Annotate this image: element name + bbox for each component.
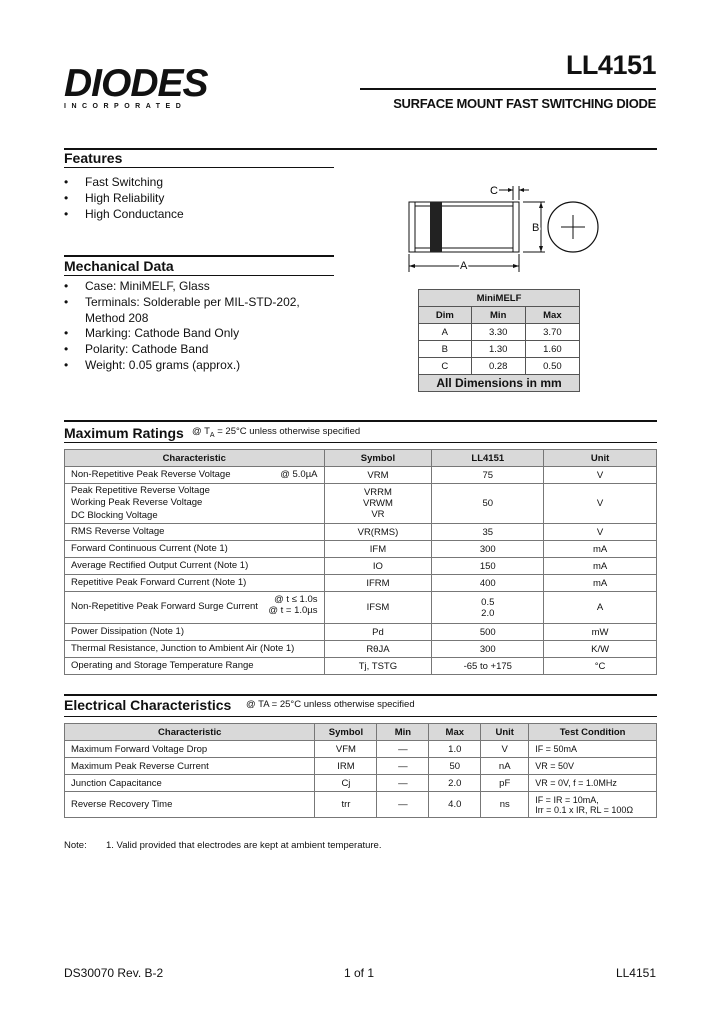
list-item: • Polarity: Cathode Band xyxy=(64,342,334,358)
table-cell: VR = 50V xyxy=(529,758,657,775)
characteristic-condition: @ 5.0µA xyxy=(280,469,318,480)
dimensions-title: MiniMELF xyxy=(419,290,580,307)
table-cell: IFM xyxy=(324,541,432,558)
column-header: Symbol xyxy=(324,450,432,467)
minimelf-package-diagram xyxy=(395,170,615,280)
table-cell: °C xyxy=(544,658,657,675)
table-cell: V xyxy=(481,741,529,758)
note-text: 1. Valid provided that electrodes are kept at ambient temperature. xyxy=(106,840,382,851)
column-header: Dim xyxy=(419,307,472,324)
table-cell: 3.70 xyxy=(525,324,579,341)
table-row xyxy=(65,624,657,641)
table-cell xyxy=(65,592,325,624)
note xyxy=(64,840,381,851)
table-row xyxy=(65,575,657,592)
table-cell: pF xyxy=(481,775,529,792)
table-cell: 0.28 xyxy=(471,358,525,375)
table-cell: 300 xyxy=(432,541,544,558)
table-cell: mA xyxy=(544,541,657,558)
table-cell: 400 xyxy=(432,575,544,592)
column-header: Min xyxy=(471,307,525,324)
logo-text: DIODES xyxy=(64,62,208,105)
table-cell: RθJA xyxy=(324,641,432,658)
dim-label-b: B xyxy=(532,222,540,234)
table-cell: VR = 0V, f = 1.0MHz xyxy=(529,775,657,792)
column-header: Symbol xyxy=(315,724,377,741)
table-row xyxy=(419,341,580,358)
table-cell: VFM xyxy=(315,741,377,758)
table-row xyxy=(419,324,580,341)
electrical-bottom-rule xyxy=(64,716,657,717)
table-cell: — xyxy=(377,758,429,775)
table-cell: V xyxy=(544,467,657,484)
footer-doc-number: DS30070 Rev. B-2 xyxy=(64,966,164,980)
table-cell: Maximum Peak Reverse Current xyxy=(65,758,315,775)
characteristic-text: Operating and Storage Temperature Range xyxy=(71,659,254,671)
table-cell: IRM xyxy=(315,758,377,775)
max-ratings-bottom-rule xyxy=(64,442,657,443)
table-row xyxy=(65,558,657,575)
logo-subtext: INCORPORATED xyxy=(64,103,187,110)
column-header: Unit xyxy=(544,450,657,467)
features-bottom-rule xyxy=(64,167,334,168)
dim-label-c: C xyxy=(490,185,498,197)
table-cell: IO xyxy=(324,558,432,575)
table-cell: IF = IR = 10mA, Irr = 0.1 x IR, RL = 100Ω xyxy=(529,792,657,818)
table-cell: 4.0 xyxy=(429,792,481,818)
table-cell: — xyxy=(377,741,429,758)
table-cell: V xyxy=(544,524,657,541)
table-cell: 50 xyxy=(429,758,481,775)
table-cell: — xyxy=(377,775,429,792)
table-cell: IF = 50mA xyxy=(529,741,657,758)
table-row xyxy=(419,358,580,375)
table-cell: V xyxy=(544,484,657,524)
table-cell: VRRM VRWM VR xyxy=(324,484,432,524)
list-item: • Weight: 0.05 grams (approx.) xyxy=(64,358,334,374)
table-cell: 50 xyxy=(432,484,544,524)
dim-label-a: A xyxy=(460,260,468,272)
table-cell xyxy=(65,467,325,484)
electrical-condition: @ TA = 25°C unless otherwise specified xyxy=(246,699,415,710)
table-row xyxy=(65,484,657,524)
footer-page-number: 1 of 1 xyxy=(344,966,375,980)
characteristic-text: Power Dissipation (Note 1) xyxy=(71,625,184,637)
max-ratings-table xyxy=(64,449,657,675)
column-header: Min xyxy=(377,724,429,741)
table-cell: mW xyxy=(544,624,657,641)
table-cell: 2.0 xyxy=(429,775,481,792)
list-item: • Case: MiniMELF, Glass xyxy=(64,279,334,295)
dimensions-table xyxy=(418,289,580,392)
table-cell: -65 to +175 xyxy=(432,658,544,675)
characteristic-condition: @ t ≤ 1.0s @ t = 1.0µs xyxy=(268,594,318,616)
table-cell: Maximum Forward Voltage Drop xyxy=(65,741,315,758)
mechanical-top-rule xyxy=(64,255,334,257)
table-cell: VR(RMS) xyxy=(324,524,432,541)
max-ratings-heading: Maximum Ratings xyxy=(64,425,184,441)
table-cell: VRM xyxy=(324,467,432,484)
table-cell: mA xyxy=(544,558,657,575)
table-cell: 1.30 xyxy=(471,341,525,358)
table-cell: nA xyxy=(481,758,529,775)
column-header: Characteristic xyxy=(65,724,315,741)
table-row xyxy=(65,775,657,792)
list-item: • Marking: Cathode Band Only xyxy=(64,326,334,342)
electrical-table xyxy=(64,723,657,818)
features-heading: Features xyxy=(64,150,123,166)
table-cell xyxy=(65,575,325,592)
table-cell: ns xyxy=(481,792,529,818)
table-row xyxy=(65,792,657,818)
table-row xyxy=(65,741,657,758)
table-cell xyxy=(65,641,325,658)
table-cell: 75 xyxy=(432,467,544,484)
table-cell: 0.5 2.0 xyxy=(432,592,544,624)
table-cell xyxy=(65,524,325,541)
features-top-rule xyxy=(64,148,657,150)
table-cell: Reverse Recovery Time xyxy=(65,792,315,818)
characteristic-text: Non-Repetitive Peak Reverse Voltage xyxy=(71,468,231,480)
characteristic-text: RMS Reverse Voltage xyxy=(71,525,165,537)
table-row xyxy=(65,758,657,775)
column-header: Characteristic xyxy=(65,450,325,467)
footer-part-number: LL4151 xyxy=(615,966,656,980)
table-cell: 0.50 xyxy=(525,358,579,375)
characteristic-text: Forward Continuous Current (Note 1) xyxy=(71,542,228,554)
table-cell: 150 xyxy=(432,558,544,575)
electrical-heading: Electrical Characteristics xyxy=(64,697,232,713)
table-cell xyxy=(65,558,325,575)
table-cell: K/W xyxy=(544,641,657,658)
table-cell: — xyxy=(377,792,429,818)
table-cell: 3.30 xyxy=(471,324,525,341)
note-label: Note: xyxy=(64,840,87,851)
characteristic-text: Repetitive Peak Forward Current (Note 1) xyxy=(71,576,247,588)
table-cell: 300 xyxy=(432,641,544,658)
table-cell xyxy=(65,658,325,675)
characteristic-text: Average Rectified Output Current (Note 1) xyxy=(71,559,249,571)
table-cell: IFRM xyxy=(324,575,432,592)
table-cell xyxy=(65,541,325,558)
table-cell: 35 xyxy=(432,524,544,541)
table-cell: Cj xyxy=(315,775,377,792)
list-item: • Fast Switching xyxy=(64,175,334,191)
diodes-logo xyxy=(64,62,234,112)
table-cell: IFSM xyxy=(324,592,432,624)
table-cell: Pd xyxy=(324,624,432,641)
mechanical-list xyxy=(64,279,334,374)
table-row xyxy=(65,592,657,624)
characteristic-text: Peak Repetitive Reverse Voltage Working Peak Reverse Voltage DC Blocking Voltage xyxy=(71,484,210,521)
table-cell: Tj, TSTG xyxy=(324,658,432,675)
dimensions-footer: All Dimensions in mm xyxy=(419,375,580,392)
condition-sub: A xyxy=(209,431,215,439)
table-cell: A xyxy=(419,324,472,341)
characteristic-text: Thermal Resistance, Junction to Ambient Air (Note 1) xyxy=(71,642,295,654)
table-cell: Junction Capacitance xyxy=(65,775,315,792)
max-ratings-top-rule xyxy=(64,420,657,422)
table-cell: trr xyxy=(315,792,377,818)
table-cell: B xyxy=(419,341,472,358)
table-cell: 500 xyxy=(432,624,544,641)
column-header: LL4151 xyxy=(432,450,544,467)
column-header: Unit xyxy=(481,724,529,741)
column-header: Test Condition xyxy=(529,724,657,741)
list-item: • Terminals: Solderable per MIL-STD-202, Method 208 xyxy=(64,295,334,327)
table-row xyxy=(65,524,657,541)
table-cell: 1.0 xyxy=(429,741,481,758)
electrical-top-rule xyxy=(64,694,657,696)
table-cell: mA xyxy=(544,575,657,592)
table-cell: C xyxy=(419,358,472,375)
table-cell xyxy=(65,484,325,524)
list-item: • High Conductance xyxy=(64,207,334,223)
table-cell: A xyxy=(544,592,657,624)
features-list xyxy=(64,175,334,222)
table-row xyxy=(65,658,657,675)
table-row xyxy=(65,541,657,558)
table-row xyxy=(65,641,657,658)
list-item: • High Reliability xyxy=(64,191,334,207)
mechanical-heading: Mechanical Data xyxy=(64,258,174,274)
header-divider xyxy=(360,88,656,90)
table-cell xyxy=(65,624,325,641)
condition-rest: = 25°C unless otherwise specified xyxy=(214,426,361,437)
column-header: Max xyxy=(429,724,481,741)
mechanical-bottom-rule xyxy=(64,275,334,276)
column-header: Max xyxy=(525,307,579,324)
table-row xyxy=(65,467,657,484)
part-subtitle: SURFACE MOUNT FAST SWITCHING DIODE xyxy=(393,96,656,111)
max-ratings-condition xyxy=(192,426,360,439)
table-cell: 1.60 xyxy=(525,341,579,358)
condition-text: @ T xyxy=(192,426,210,437)
characteristic-text: Non-Repetitive Peak Forward Surge Current xyxy=(71,601,258,613)
part-number-title: LL4151 xyxy=(565,50,656,80)
